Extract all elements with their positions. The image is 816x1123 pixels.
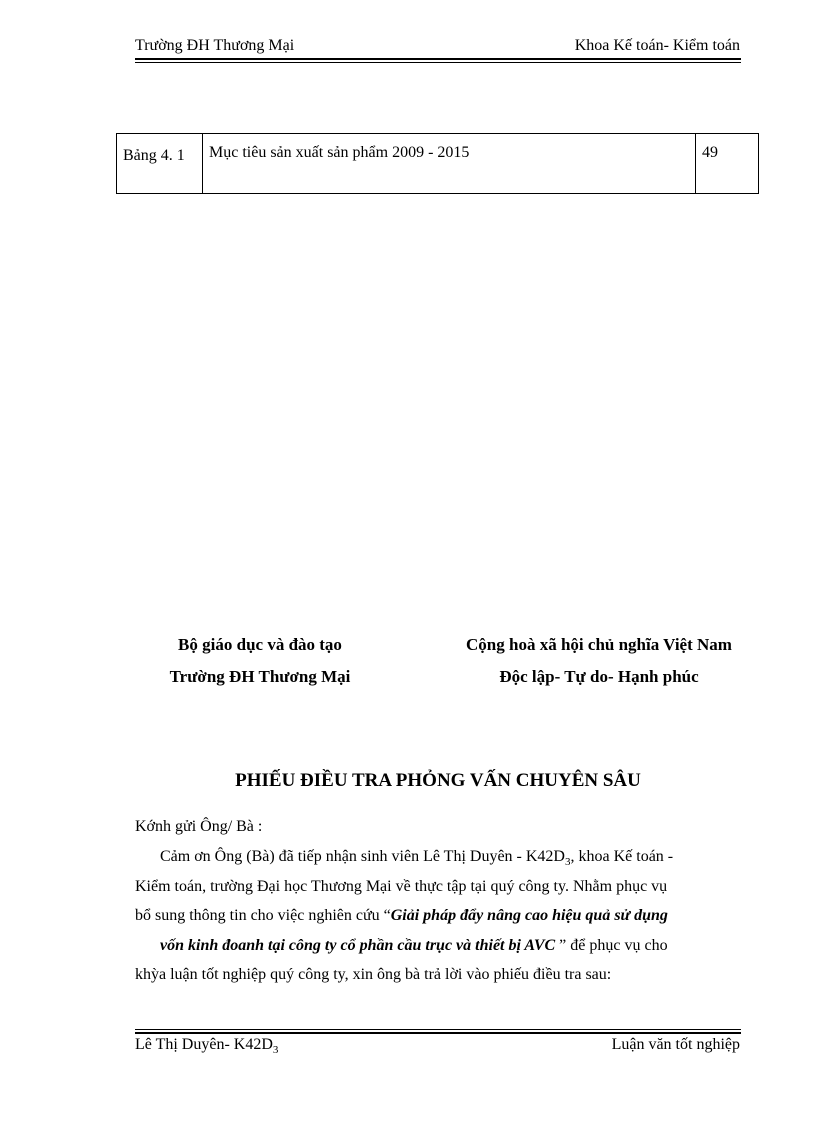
ministry-name: Bộ giáo dục và đào tạo [178,635,342,654]
table-row [117,134,759,194]
salutation: Kớnh gửi Ông/ Bà : [135,818,263,835]
header-rule [135,58,741,60]
paragraph-line-4: vốn kinh đoanh tại công ty cổ phần cầu trục và thiết bị AVC ” để phục vụ cho [160,937,668,954]
paragraph-line-5: khỳa luận tốt nghiệp quý công ty, xin ông bà trả lời vào phiếu điều tra sau: [135,966,612,983]
toc-table [116,133,759,194]
toc-label: Bảng 4. 1 [117,134,203,194]
toc-title: Mục tiêu sản xuất sản phẩm 2009 - 2015 [203,134,696,194]
paragraph-line-1: Cảm ơn Ông (Bà) đã tiếp nhận sinh viên Lê Thị Duyên - $K42D_3$, khoa Kế toán - [160,848,674,869]
footer-rule [135,1032,741,1034]
paragraph-line-2: Kiểm toán, trường Đại học Thương Mại về thực tập tại quý công ty. Nhằm phục vụ [135,878,668,895]
republic-name: Cộng hoà xã hội chủ nghĩa Việt Nam [466,635,732,654]
research-topic-part2: vốn kinh đoanh tại công ty cổ phần cầu trục và thiết bị AVC [160,937,556,954]
paragraph-line-3: bổ sung thông tin cho việc nghiên cứu “Giải pháp đẩy nâng cao hiệu quả sử dụng [135,907,668,924]
document-title: PHIẾU ĐIỀU TRA PHỎNG VẤN CHUYÊN SÂU [235,770,641,791]
research-topic-part1: Giải pháp đẩy nâng cao hiệu quả sử dụng [390,907,668,924]
toc-page: 49 [696,134,759,194]
footer-rule-thin [135,1029,741,1030]
footer-author: Lê Thị Duyên- $K42D_3$ [135,1036,279,1057]
header-faculty: Khoa Kế toán- Kiểm toán [574,37,740,54]
school-name: Trường ĐH Thương Mại [169,667,351,686]
footer-doc-type: Luận văn tốt nghiệp [611,1036,740,1053]
header-rule-thin [135,62,741,63]
header-school: Trường ĐH Thương Mại [135,37,295,54]
national-motto: Độc lập- Tự do- Hạnh phúc [499,667,699,686]
